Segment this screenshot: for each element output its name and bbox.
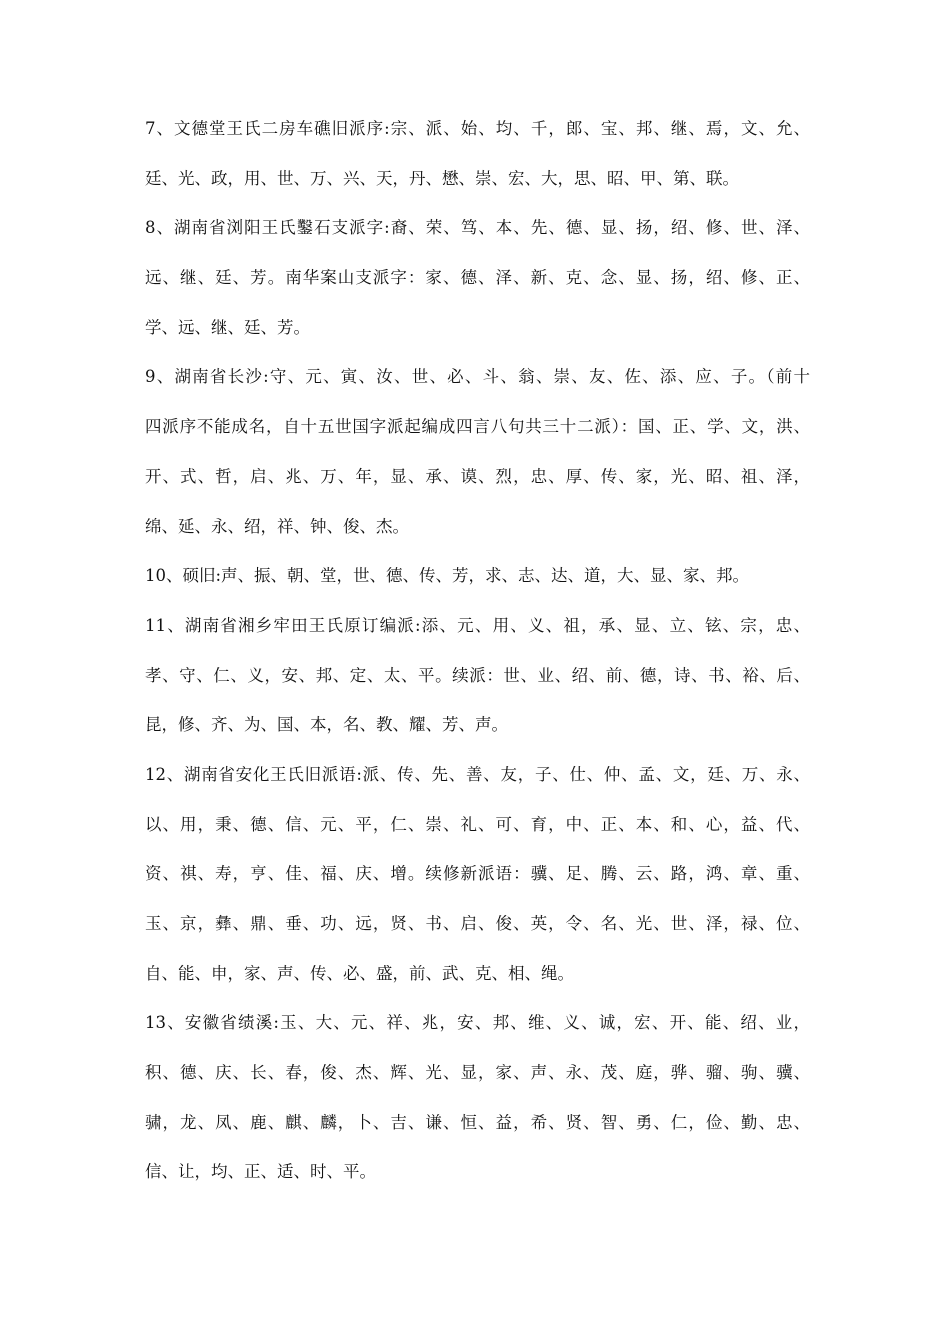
- text-line: 7、文德堂王氏二房车礁旧派序:宗、派、始、均、千，郎、宝、邦、继、焉，文、允、: [145, 119, 810, 138]
- text-line: 11、湖南省湘乡牢田王氏原订编派:添、元、用、义、祖，承、显、立、铉、宗，忠、: [145, 615, 810, 635]
- text-line: 10、硕旧:声、振、朝、堂，世、德、传、芳，求、志、达、道，大、显、家、邦。: [145, 566, 750, 586]
- text-line: 远、继、廷、芳。南华案山支派字：家、德、泽、新、克、念、显、扬，绍、修、正、: [145, 268, 810, 288]
- text-line: 廷、光、政，用、世、万、兴、天，丹、懋、崇、宏、大，思、昭、甲、第、联。: [145, 168, 739, 188]
- text-line: 积、德、庆、长、春，俊、杰、辉、光、显，家、声、永、茂、庭，骅、骝、驹、骥、: [145, 1063, 810, 1083]
- text-line: 资、祺、寿，亨、佳、福、庆、增。续修新派语：骥、足、腾、云、路，鸿、章、重、: [145, 864, 810, 884]
- text-line: 骕，龙、凤、鹿、麒、麟，卜、吉、谦、恒、益，希、贤、智、勇、仁，俭、勤、忠、: [145, 1112, 810, 1132]
- text-line: 玉、京，彝、鼎、垂、功、远，贤、书、启、俊、英，令、名、光、世、泽，禄、位、: [145, 914, 810, 933]
- text-line: 自、能、申，家、声、传、必、盛，前、武、克、相、绳。: [145, 963, 574, 983]
- text-line: 四派序不能成名，自十五世国字派起编成四言八句共三十二派）：国、正、学、文，洪、: [145, 417, 810, 437]
- text-line: 8、湖南省浏阳王氏鑿石支派字:裔、荣、笃、本、先、德、显、扬，绍、修、世、泽、: [145, 218, 810, 238]
- text-line: 12、湖南省安化王氏旧派语:派、传、先、善、友，子、仕、仲、孟、文，廷、万、永、: [145, 764, 810, 784]
- text-line: 信、让，均、正、适、时、平。: [145, 1162, 376, 1182]
- text-line: 绵、延、永、绍，祥、钟、俊、杰。: [145, 516, 409, 536]
- document-body: [145, 118, 810, 1211]
- text-line: 13、安徽省绩溪:玉、大、元、祥、兆，安、邦、维、义、诚，宏、开、能、绍、业，: [145, 1013, 810, 1033]
- text-line: 开、式、哲，启、兆、万、年，显、承、谟、烈，忠、厚、传、家，光、昭、祖、泽，: [145, 466, 810, 486]
- text-line: 孝、守、仁、义，安、邦、定、太、平。续派：世、业、绍、前、德，诗、书、裕、后、: [145, 665, 810, 685]
- text-line: 昆，修、齐、为、国、本，名、教、耀、芳、声。: [145, 715, 508, 735]
- text-line: 以、用，秉、德、信、元、平，仁、崇、礼、可、育，中、正、本、和、心，益、代、: [145, 814, 810, 834]
- text-line: 9、湖南省长沙:守、元、寅、汝、世、必、斗、翁、崇、友、佐、添、应、子。（前十: [145, 367, 810, 387]
- text-line: 学、远、继、廷、芳。: [145, 317, 310, 337]
